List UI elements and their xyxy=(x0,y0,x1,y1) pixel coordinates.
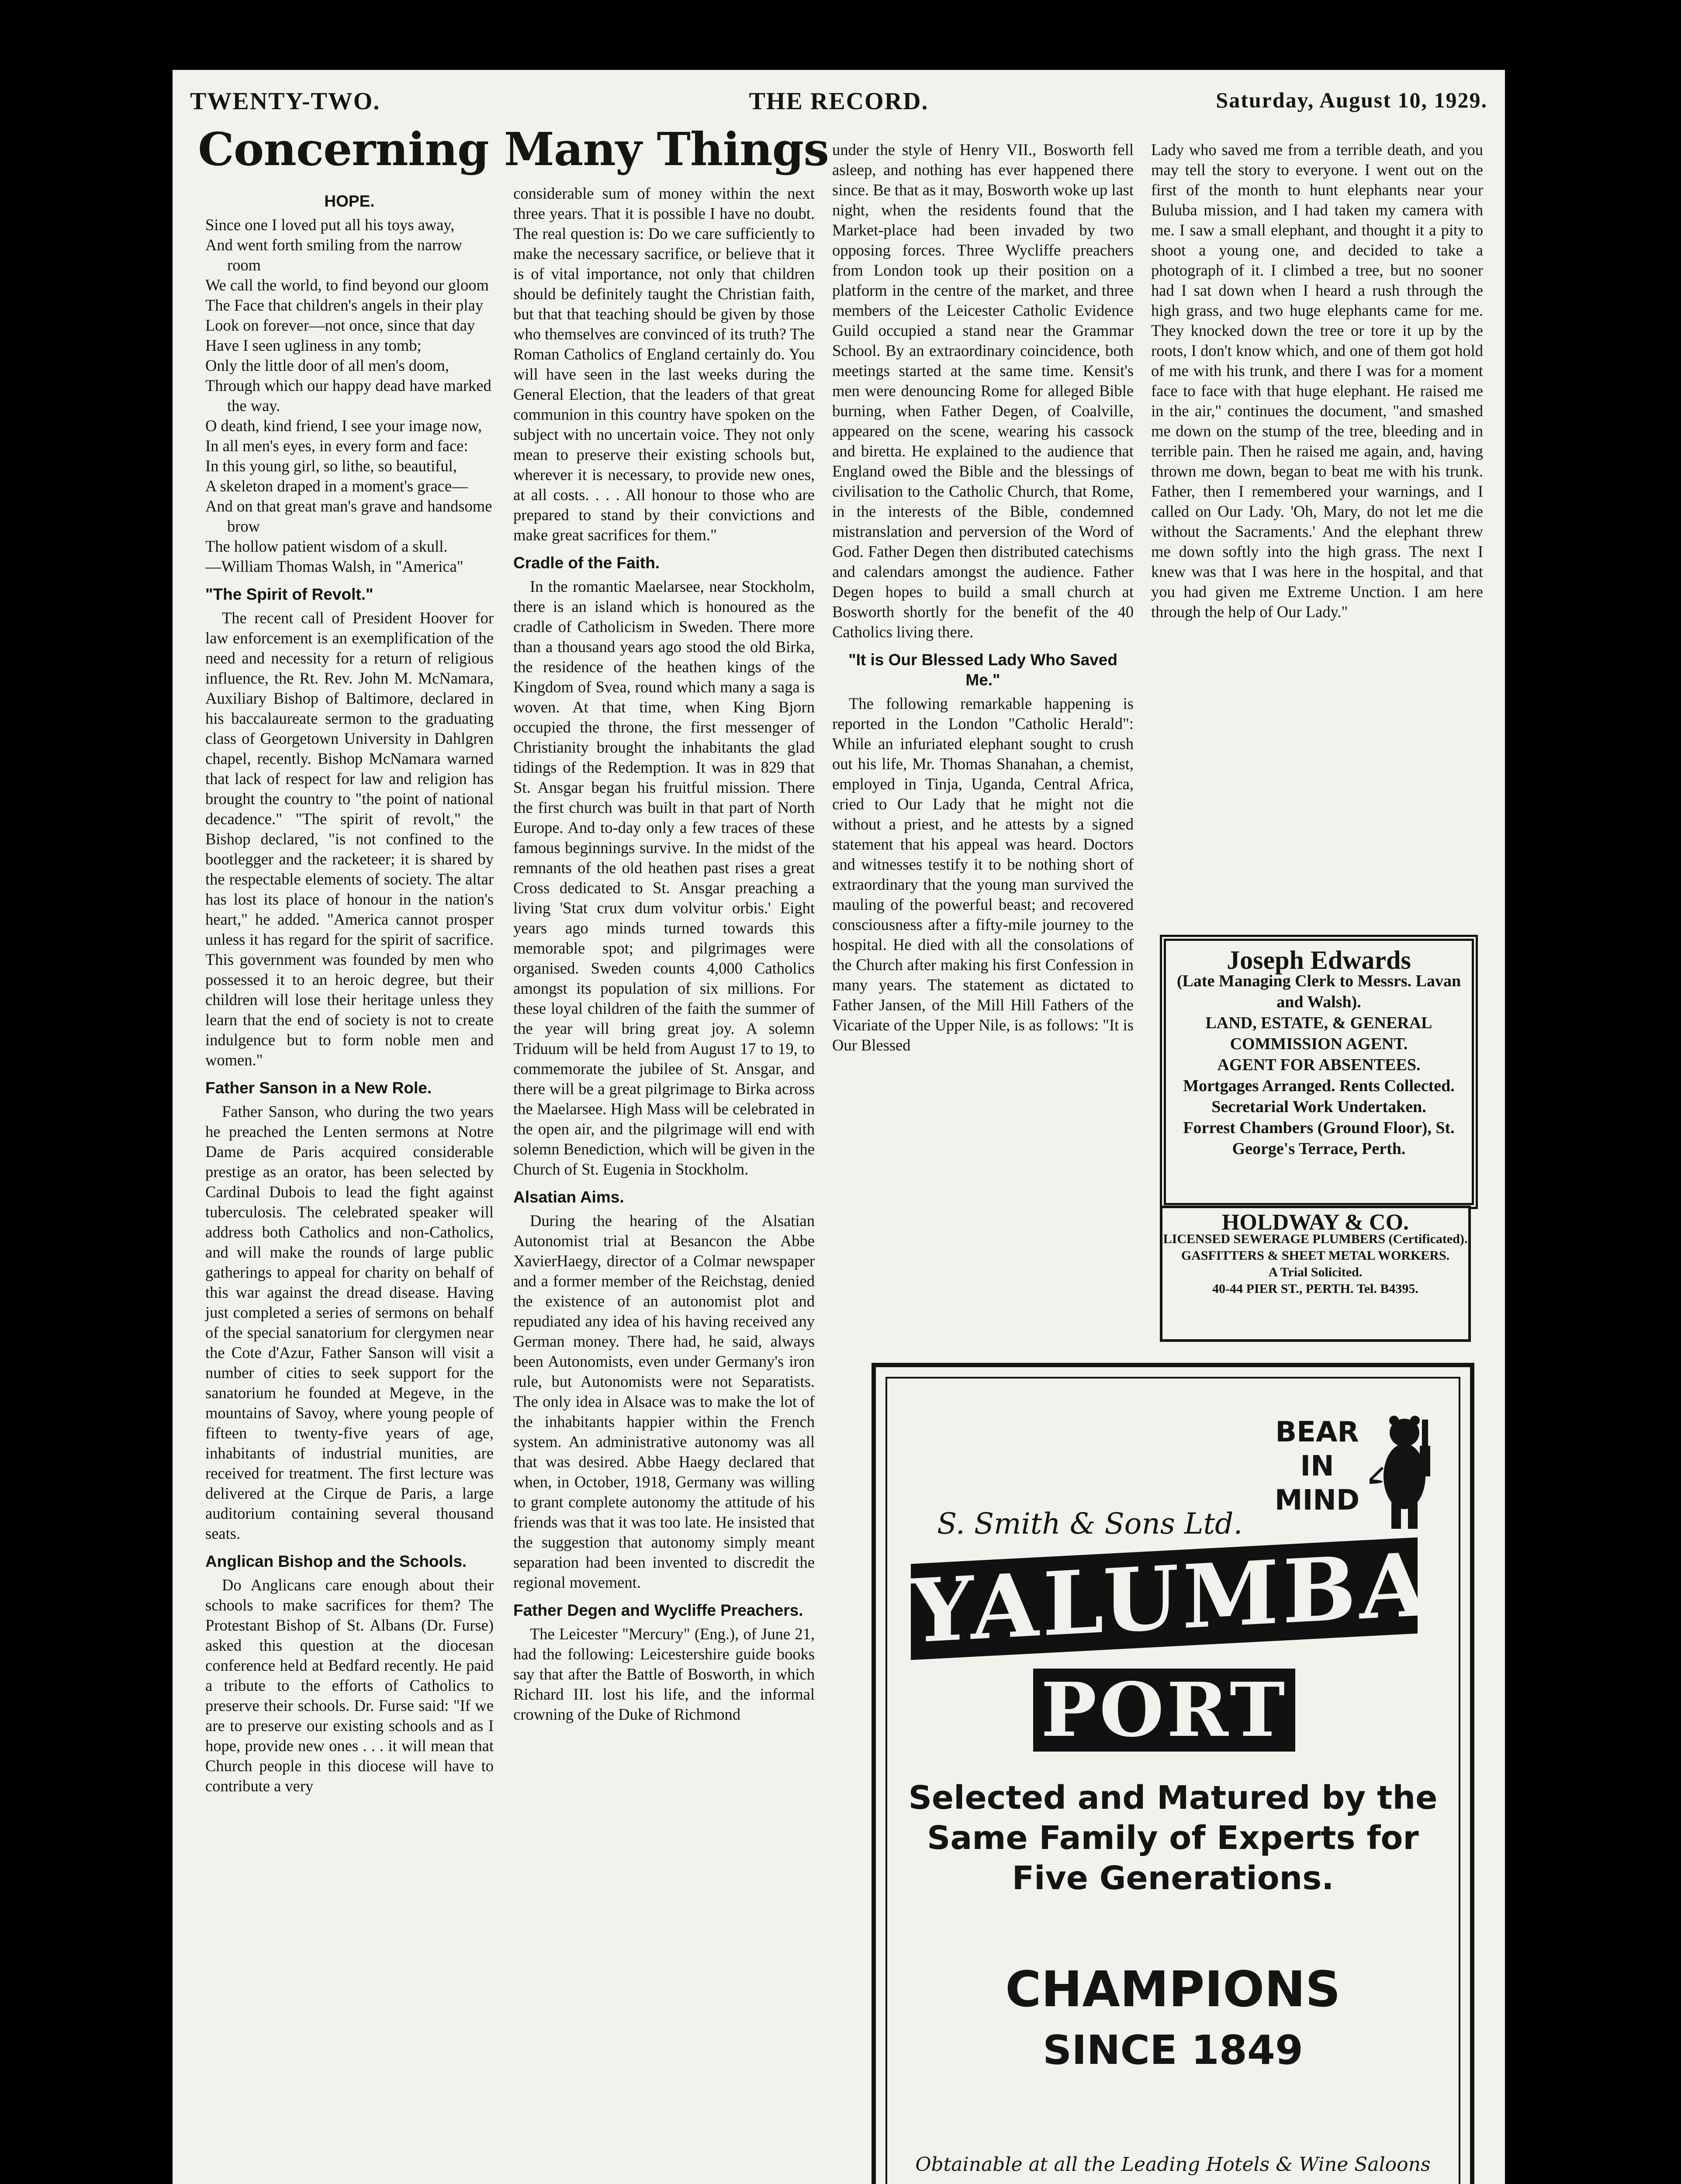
ad-holdway xyxy=(1160,1206,1471,1342)
availability-text: Obtainable at all the Leading Hotels & Wine Saloons xyxy=(915,2153,1431,2176)
article-paragraph: under the style of Henry VII., Bosworth fell asleep, and nothing has ever happened there since. Be that as it may, Bosworth woke up last night, when the residents found that the Market-place had been invaded by two opposing forces. Three Wycliffe preachers from London took up their position on a platform in the centre of the market, and three members of the Leicester Catholic Evidence Guild occupied a stand near the Grammar School. By an extraordinary coincidence, both meetings started at the same time. Kensit's men were denouncing Rome for alleged Bible burning, when Father Degen, of Coalville, appeared on the scene, wearing his cassock and biretta. He explained to the audience that England owed the Bible and the blessings of civilisation to the Catholic Church, that Rome, in the interests of the Bible, condemned mistranslation and perversion of the Word of God. Father Degen then distributed catechisms and calendars amongst the audience. Father Degen hopes to build a small church at Bosworth shortly for the benefit of the 40 Catholics living there. xyxy=(832,141,1134,641)
article-heading: Father Degen and Wycliffe Preachers. xyxy=(513,1601,803,1619)
bear-in-mind-text: BEAR IN MIND xyxy=(1274,1416,1360,1517)
article-heading: Father Sanson in a New Role. xyxy=(205,1079,432,1097)
article-paragraph: Father Sanson, who during the two years he preached the Lenten sermons at Notre Dame de Paris acquired considerable prestige as an orator, has been selected by Cardinal Dubois to lead the fight against tuberculosis. The celebrated speaker will address both Catholics and non-Catholics, and will make the rounds of large public gatherings to appeal for charity on behalf of this war against the dread disease. Having just completed a series of sermons on behalf of the special sanatorium for clergymen near the Cote d'Azur, Father Sanson will visit a number of cities to seek support for the sanatorium he founded at Megeve, in the mountains of Savoy, where young people of fifteen to twenty-five years of age, inhabitants of industrial munities, are received for treatment. The first lecture was delivered at the Cirque de Paris, a large auditorium containing several thousand seats. xyxy=(205,1102,494,1542)
ad-yalumba-port xyxy=(872,1363,1474,2184)
ad-line: AGENT FOR ABSENTEES. xyxy=(1217,1056,1421,1074)
brand-name: YALUMBA xyxy=(911,1533,1431,1663)
article-heading: Anglican Bishop and the Schools. xyxy=(205,1552,467,1570)
ad-line: LAND, ESTATE, & GENERAL COMMISSION AGENT. xyxy=(1205,1014,1432,1053)
article-paragraph: Lady who saved me from a terrible death, and you may tell the story to everyone. I went out on the first of the month to hunt elephants near your Buluba mission, and I had taken my camera with me. I saw a small elephant, and thought it a pity to shoot a young one, and decided to take a photograph of it. I climbed a tree, but no sooner had I sat down when I heard a rush through the high grass, and two huge elephants came for me. They knocked down the tree or tore it up by the roots, I don't know which, and one of them got hold of me with his trunk, and there I was for a moment face to face with that huge elephant. He raised me in the air," continues the document, "and smashed me down on the stump of the tree, bleeding and in terrible pain. Then he raised me again, and, having thrown me down, began to beat me with his trunk. Father, then I remembered your warnings, and I called on Our Lady. 'Oh, Mary, do not let me die without the Sacraments.' And the elephant threw me down softly into the high grass. The next I knew was that I was here in the hospital, and that you had given me Extreme Unction. I am here through the help of Our Lady." xyxy=(1151,141,1483,621)
article-paragraph: considerable sum of money within the next three years. That it is possible I have no doubt. The real question is: Do we care sufficiently to make the necessary sacrifice, or believe that it is of vital importance, not only that children should be definitely taught the Christian faith, but that that teaching should be given by those who themselves are convinced of its truth? The Roman Catholics of England certainly do. You will have seen in the last weeks during the General Election, that the leaders of that great communion in this country have spoken on the subject with no uncertain voice. They not only mean to preserve their existing schools but, wherever it is necessary, to provide new ones, at all costs. . . . All honour to those who are prepared to stand by their convictions and make great sacrifices for them." xyxy=(513,184,815,544)
column-4 xyxy=(1151,140,1483,627)
article-heading: "It is Our Blessed Lady Who Saved Me." xyxy=(848,651,1117,689)
poem-line: O death, kind friend, I see your image now, xyxy=(205,417,482,435)
poem-line: The hollow patient wisdom of a skull. xyxy=(205,537,448,555)
product-name: PORT xyxy=(1033,1669,1295,1752)
poem-attribution: —William Thomas Walsh, in "America" xyxy=(205,557,463,575)
ad-name: Joseph Edwards xyxy=(1227,946,1411,975)
section-title: Concerning Many Things xyxy=(198,122,829,176)
article-heading: Alsatian Aims. xyxy=(513,1188,624,1206)
poem-line: And on that great man's grave and handsome brow xyxy=(205,497,492,535)
article-paragraph: Do Anglicans care enough about their schools to make sacrifices for them? The Protestant Bishop of St. Albans (Dr. Furse) asked this question at the diocesan conference held at Bedfard recently. He paid a tribute to the efforts of Catholics to preserve their schools. Dr. Furse said: "If we are to preserve our existing schools and as I hope, provide new ones . . . it will mean that Church people in this diocese will have to contribute a very xyxy=(205,1576,494,1795)
since-text: SINCE 1849 xyxy=(1043,2027,1303,2073)
poem xyxy=(205,215,494,577)
article-paragraph: In the romantic Maelarsee, near Stockholm, there is an island which is honoured as the cradle of Catholicism in Sweden. There more than a thousand years ago stood the old Birka, the residence of the heathen kings of the Kingdom of Svea, round which many a saga is woven. At that time, when King Bjorn occupied the throne, the first messenger of Christianity brought the inhabitants the glad tidings of the Redemption. It was in 829 that St. Ansgar began his fruitful mission. There the first church was built in that part of North Europe. And to-day only a few traces of these famous beginnings survive. In the midst of the remnants of the old heathen past rises a great Cross dedicated to St. Ansgar preaching a living 'Stat crux dum volvitur orbis.' Eight years ago minds turned towards this memorable spot; and pilgrimages were organised. Sweden counts 4,000 Catholics amongst its population of six millions. For these loyal children of the faith the summer of the year will bring great joy. A solemn Triduum will be held from August 17 to 19, to commemorate the jubilee of St. Ansgar, and there will be a great pilgrimage to Birka across the Maelarsee. High Mass will be celebrated in the open air, and the pilgrimage will end with solemn Benediction, which will be given in the Church of St. Eugenia in Stockholm. xyxy=(513,577,815,1178)
ad-line: Forrest Chambers (Ground Floor), St. George's Terrace, Perth. xyxy=(1183,1119,1455,1158)
poem-line: Look on forever—not once, since that day xyxy=(205,316,475,334)
ad-tagline: Selected and Matured by the Same Family of Experts for Five Generations. xyxy=(908,1779,1438,1897)
poem-line: Since one I loved put all his toys away, xyxy=(205,216,455,234)
signature: S. Smith & Sons Ltd. xyxy=(937,1507,1243,1541)
poem-line: Through which our happy dead have marked the way. xyxy=(205,377,491,415)
article-paragraph: The Leicester "Mercury" (Eng.), of June 21, had the following: Leicestershire guide books say that after the Battle of Bosworth, in which Richard III. lost his life, and the informal crowning of the Duke of Richmond xyxy=(513,1625,815,1723)
article-paragraph: The recent call of President Hoover for law enforcement is an exemplification of the need and necessity for a return of religious influence, the Rt. Rev. John M. McNamara, Auxiliary Bishop of Baltimore, declared in his baccalaureate sermon to the graduating class of Georgetown University in Dahlgren chapel, recently. Bishop McNamara warned that lack of respect for law and religion has brought the country to "the point of national decadence." "The spirit of revolt," the Bishop declared, "is not confined to the bootlegger and the racketeer; it is shared by the respectable elements of society. The altar has lost its place of honour in the nation's heart," he added. "America cannot prosper unless it has regard for the spirit of sacrifice. This government was founded by men who possessed it to an heroic degree, but their children will lose their heritage unless they learn that the end of society is not to create indulgence but to form noble men and women." xyxy=(205,609,494,1069)
bear-illustration-icon xyxy=(1370,1402,1439,1533)
poem-line: We call the world, to find beyond our gloom xyxy=(205,276,489,294)
column-1 xyxy=(205,183,494,1801)
column-3 xyxy=(832,140,1134,1061)
ad-line: (Late Managing Clerk to Messrs. Lavan and Walsh). xyxy=(1176,972,1461,1011)
ad-line: Mortgages Arranged. Rents Collected. Secretarial Work Undertaken. xyxy=(1183,1077,1455,1116)
ad-line: 40-44 PIER ST., PERTH. Tel. B4395. xyxy=(1212,1282,1418,1296)
poem-line: The Face that children's angels in their play xyxy=(205,296,483,314)
poem-line: In all men's eyes, in every form and face: xyxy=(205,437,468,455)
paper-name: THE RECORD. xyxy=(749,88,929,115)
champions-text: CHAMPIONS xyxy=(1005,1961,1341,2018)
poem-line: And went forth smiling from the narrow room xyxy=(205,236,462,274)
ad-line: LICENSED SEWERAGE PLUMBERS (Certificated). xyxy=(1163,1232,1468,1246)
page-number: TWENTY-TWO. xyxy=(190,88,380,115)
poem-title: HOPE. xyxy=(324,192,375,210)
article-paragraph: During the hearing of the Alsatian Autonomist trial at Besancon the Abbe XavierHaegy, director of a Colmar newspaper and a former member of the Reichstag, denied the existence of an autonomist plot and repudiated any idea of his having received any German money. There had, he said, always been Autonomists, even under Germany's iron rule, but Autonomists were not Separatists. The only idea in Alsace was to make the lot of the inhabitants happier within the French system. An administrative autonomy was all that was desired. Abbe Haegy declared that when, in October, 1918, Germany was willing to grant complete autonomy the attitude of his friends was that it was too late. He insisted that the suggestion that autonomy simply meant separation had been invented to discredit the regional movement. xyxy=(513,1212,815,1591)
article-heading: "The Spirit of Revolt." xyxy=(205,585,374,603)
ad-joseph-edwards xyxy=(1160,935,1478,1209)
column-2 xyxy=(513,183,815,1730)
poem-line: Only the little door of all men's doom, xyxy=(205,356,450,374)
newspaper-page xyxy=(173,70,1505,2184)
poem-line: Have I seen ugliness in any tomb; xyxy=(205,336,422,354)
ad-line: A Trial Solicited. xyxy=(1268,1265,1363,1279)
poem-line: In this young girl, so lithe, so beautiful, xyxy=(205,457,457,475)
poem-line: A skeleton draped in a moment's grace— xyxy=(205,477,468,495)
ad-line: GASFITTERS & SHEET METAL WORKERS. xyxy=(1181,1248,1450,1263)
ad-name: HOLDWAY & CO. xyxy=(1221,1210,1409,1235)
article-paragraph: The following remarkable happening is reported in the London "Catholic Herald": While an infuriated elephant sought to crush out his life, Mr. Thomas Shanahan, a chemist, employed in Tinja, Uganda, Central Africa, cried to Our Lady that he might not die without a priest, and he attests by a signed statement that his appeal was heard. Doctors and witnesses testify it to be nothing short of extraordinary that the young man survived the mauling of the powerful beast; and recovered consciousness after a fifty-mile journey to the hospital. He died with all the consolations of the Church after making his first Confession in many years. The statement as dictated to Father Jansen, of the Mill Hill Fathers of the Vicariate of the Upper Nile, is as follows: "It is Our Blessed xyxy=(832,695,1134,1054)
article-heading: Cradle of the Faith. xyxy=(513,554,660,572)
masthead xyxy=(190,87,1487,122)
issue-date: Saturday, August 10, 1929. xyxy=(1216,88,1487,112)
